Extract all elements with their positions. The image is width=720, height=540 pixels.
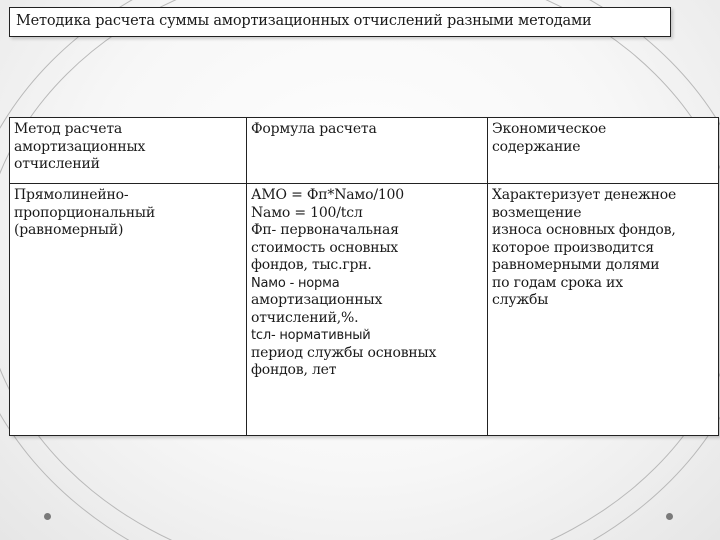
- meaning-line: износа основных фондов,: [492, 222, 676, 238]
- method-line: (равномерный): [14, 222, 124, 238]
- formula-line: Nамо = 100/tсл: [251, 204, 363, 221]
- amortization-methods-table: [9, 117, 719, 436]
- header-method-line: отчислений: [14, 156, 100, 172]
- formula-cell: [247, 184, 488, 436]
- method-cell: [10, 184, 247, 436]
- method-line: Прямолинейно-: [14, 187, 129, 203]
- table-header-row: [10, 118, 719, 184]
- header-method-line: амортизационных: [14, 138, 146, 155]
- table-row: [10, 184, 719, 436]
- formula-line: АМО = Фп*Nамо/100: [251, 187, 404, 203]
- header-method-cell: [10, 118, 247, 184]
- method-line: пропорциональный: [14, 204, 156, 221]
- formula-line: Фп- первоначальная: [251, 222, 399, 238]
- formula-line: отчислений,%.: [251, 309, 359, 326]
- meaning-cell: [488, 184, 719, 436]
- formula-line: tсл- нормативный: [251, 328, 371, 343]
- header-formula-line: Формула расчета: [251, 121, 377, 137]
- header-formula-cell: [247, 118, 488, 184]
- formula-line: амортизационных: [251, 292, 383, 308]
- formula-line: период службы основных: [251, 344, 437, 361]
- header-meaning-cell: [488, 118, 719, 184]
- meaning-line: по годам срока их: [492, 274, 623, 291]
- formula-line: Nамо - норма: [251, 275, 340, 291]
- bullet-dot-right: [666, 513, 673, 520]
- header-meaning-line: Экономическое: [492, 121, 607, 137]
- meaning-line: возмещение: [492, 204, 582, 221]
- meaning-line: Характеризует денежное: [492, 187, 677, 203]
- meaning-line: равномерными долями: [492, 257, 660, 273]
- formula-line: фондов, тыс.грн.: [251, 257, 372, 273]
- header-method-line: Метод расчета: [14, 121, 123, 137]
- slide-title: Методика расчета суммы амортизационных отчислений разными методами: [9, 7, 671, 37]
- formula-line: фондов, лет: [251, 362, 337, 378]
- meaning-line: которое производится: [492, 239, 654, 256]
- meaning-line: службы: [492, 292, 549, 308]
- bullet-dot-left: [44, 513, 51, 520]
- formula-line: стоимость основных: [251, 239, 399, 256]
- header-meaning-line: содержание: [492, 138, 581, 155]
